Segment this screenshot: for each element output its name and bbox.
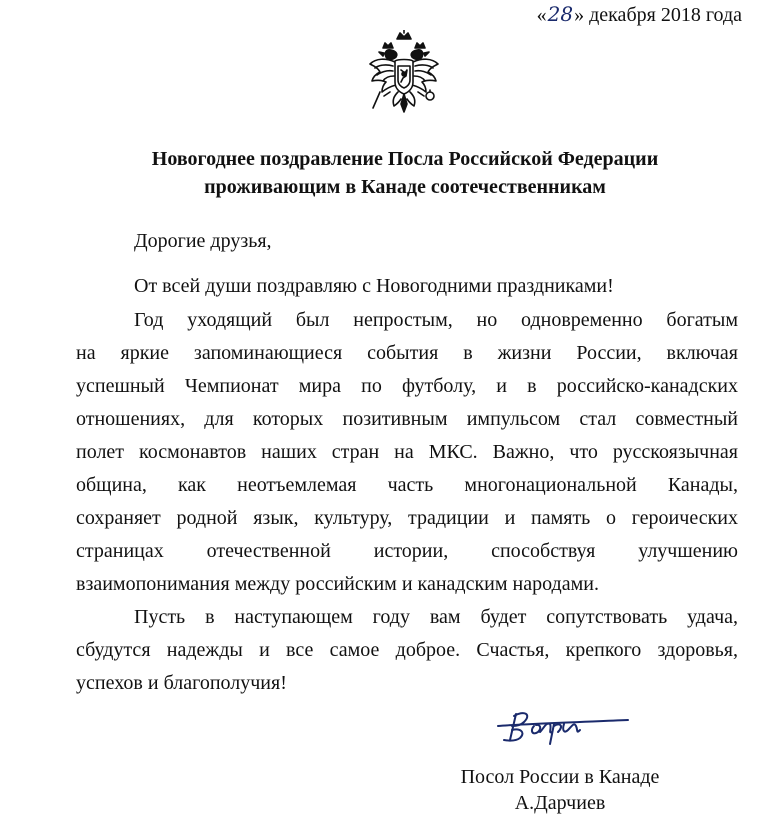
date-rest: декабря 2018 года xyxy=(589,4,742,26)
body-line: на яркие запоминающиеся события в жизни России, включая xyxy=(76,342,738,364)
body-line: община, как неотъемлемая часть многонациональной Канады, xyxy=(76,474,738,496)
date-open-quote: « xyxy=(536,4,547,26)
handwritten-signature-icon xyxy=(490,700,630,752)
body-line: взаимопонимания между российским и канадским народами. xyxy=(76,573,599,595)
body-line: отношениях, для которых позитивным импульсом стал совместный xyxy=(76,408,738,430)
double-headed-eagle-icon xyxy=(364,30,444,116)
letter-date xyxy=(537,2,742,27)
date-close-quote: » xyxy=(574,4,585,26)
body-line: сохраняет родной язык, культуру, традиции и память о героических xyxy=(76,507,738,529)
body-line: успехов и благополучия! xyxy=(76,672,287,694)
body-line: От всей души поздравляю с Новогодними праздниками! xyxy=(134,275,614,297)
body-line: сбудутся надежды и все самое доброе. Счастья, крепкого здоровья, xyxy=(76,639,738,661)
letter-title xyxy=(60,145,750,201)
body-line-greeting: Дорогие друзья, xyxy=(134,230,272,252)
date-day-handwritten: 28 xyxy=(547,2,574,26)
signatory-block xyxy=(440,764,680,816)
body-line: полет космонавтов наших стран на МКС. Важно, что русскоязычная xyxy=(76,441,738,463)
body-line: успешный Чемпионат мира по футболу, и в российско-канадских xyxy=(76,375,738,397)
body-line: Год уходящий был непростым, но одновременно богатым xyxy=(134,309,738,331)
signatory-name: А.Дарчиев xyxy=(514,792,606,814)
body-line: Пусть в наступающем году вам будет сопутствовать удача, xyxy=(134,606,738,628)
title-line-1: Новогоднее поздравление Посла Российской Федерации xyxy=(151,148,659,170)
title-line-2: проживающим в Канаде соотечественникам xyxy=(204,176,606,198)
body-line: страницах отечественной истории, способствуя улучшению xyxy=(76,540,738,562)
signatory-position: Посол России в Канаде xyxy=(460,766,660,788)
